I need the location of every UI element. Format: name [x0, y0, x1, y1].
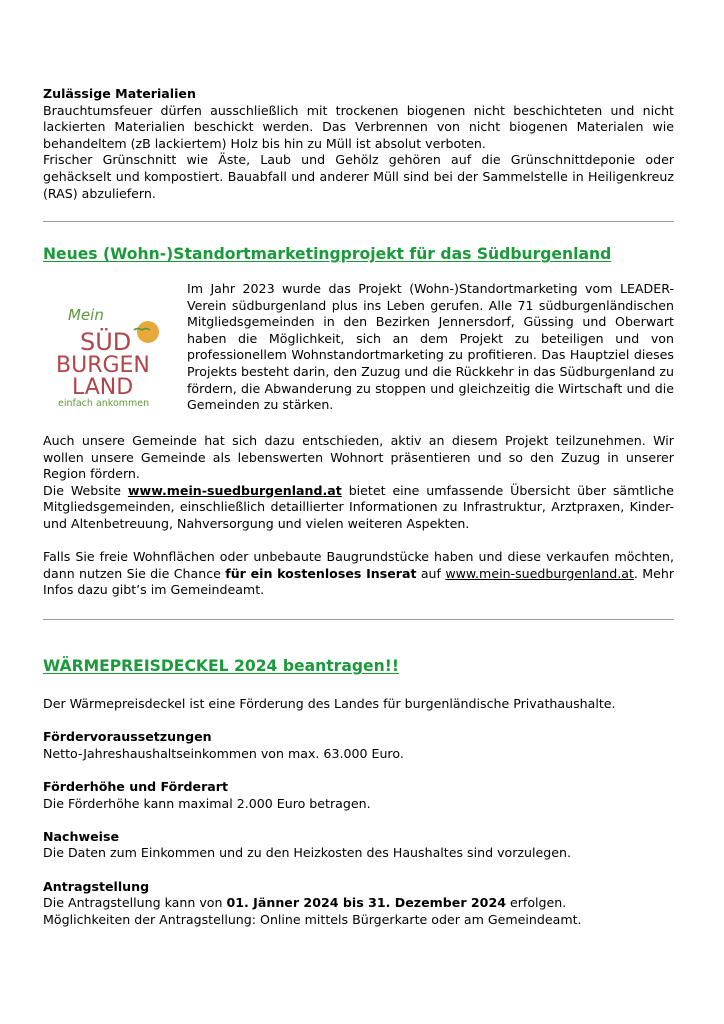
- divider-2: [43, 619, 674, 620]
- logo-sun-icon: [137, 321, 159, 343]
- mein-suedburgenland-logo: [50, 300, 168, 408]
- p4-pre: Falls Sie freie Wohnflächen oder unbebaute Baugrundstücke haben und diese verkaufen möchten, dann nutzen Sie die Chance: [43, 549, 674, 581]
- logo-sued: SÜD: [80, 328, 132, 356]
- materials-paragraph-1: Brauchtumsfeuer dürfen ausschließlich mit trockenen biogenen nicht beschichteten und nicht lackierten Materialien beschickt werden. Das Verbrennen von nicht biogenen Materialen wie behandeltem (zB lackiertem) Holz bis hin zu Müll ist absolut verboten.: [43, 102, 674, 151]
- logo-mein: Mein: [68, 306, 104, 324]
- p4-bold: für ein kostenloses Inserat: [225, 565, 417, 581]
- p4-mid: auf: [416, 565, 446, 581]
- heat-s2-heading: Förderhöhe und Förderart: [43, 778, 229, 794]
- marketing-body: [43, 433, 674, 599]
- marketing-intro: Im Jahr 2023 wurde das Projekt (Wohn-)Standortmarketing vom LEADER-Verein südburgenland plus ins Leben gerufen. Alle 71 südburgenländischen Mitgliedsgemeinden in den Bezirken Jennersdorf, Güssing und Oberwart haben die Möglichkeit, sich an dem Projekt zu beteiligen und von professionellem Wohnstandortmarketing zu profitieren. Das Hauptziel dieses Projekts besteht darin, den Zuzug und die Rückkehr in das Südburgenland zu fördern, die Abwanderung zu stoppen und gleichzeitig die Wirtschaft und die Gemeinden zu stärken.: [187, 281, 674, 413]
- heat-s1-heading: Fördervoraussetzungen: [43, 729, 212, 745]
- marketing-paragraph-2: Auch unsere Gemeinde hat sich dazu entschieden, aktiv an diesem Projekt teilzunehmen. Wir wollen unsere Gemeinde als lebenswerten Wohnort präsentieren und so den Zuzug in unserer Region fördern.: [43, 433, 674, 482]
- p4-post: . Mehr Infos dazu gibt’s im Gemeindeamt.: [43, 565, 675, 598]
- heat-s4-text: [43, 895, 674, 912]
- heat-s3-text: Die Daten zum Einkommen und zu den Heizkosten des Haushaltes sind vorzulegen.: [43, 845, 571, 861]
- materials-heading: Zulässige Materialien: [43, 86, 196, 101]
- heat-s4-heading: Antragstellung: [43, 878, 150, 894]
- website-link[interactable]: www.mein-suedburgenland.at: [127, 482, 342, 498]
- logo-burgen: BURGEN: [56, 353, 150, 378]
- marketing-intro-block: [187, 281, 674, 414]
- heat-s1-text: Netto-Jahreshaushaltseinkommen von max. 63.000 Euro.: [43, 745, 404, 761]
- heat-s2-text: Die Förderhöhe kann maximal 2.000 Euro betragen.: [43, 795, 371, 811]
- heat-title: WÄRMEPREISDECKEL 2024 beantragen!!: [43, 657, 399, 675]
- s4-pre: Die Antragstellung kann von: [43, 895, 227, 911]
- p3-pre: Die Website: [43, 482, 128, 498]
- marketing-title: Neues (Wohn-)Standortmarketingprojekt für das Südburgenland: [43, 245, 612, 263]
- heat-s4-line2: Möglichkeiten der Antragstellung: Online mittels Bürgerkarte oder am Gemeindeamt.: [43, 911, 582, 927]
- materials-paragraph-2: Frischer Grünschnitt wie Äste, Laub und Gehölz gehören auf die Grünschnittdeponie oder gehäckselt und kompostiert. Bauabfall und anderer Müll sind bei der Sammelstelle in Heiligenkreuz (RAS) abzuliefern.: [43, 152, 674, 201]
- heat-s3-heading: Nachweise: [43, 828, 119, 844]
- website-link-2[interactable]: www.mein-suedburgenland.at: [445, 565, 634, 581]
- s4-bold: 01. Jänner 2024 bis 31. Dezember 2024: [226, 895, 506, 911]
- p3-post: bietet eine umfassende Übersicht über sämtliche Mitgliedsgemeinden, einschließlich detaillierter Informationen zu Infrastruktur, Arztpraxen, Kinder- und Altenbetreuung, Nahversorgung und vielen weiteren Aspekten.: [43, 482, 675, 531]
- marketing-paragraph-4: [43, 549, 674, 599]
- s4-post: erfolgen.: [505, 895, 567, 911]
- marketing-paragraph-3: [43, 483, 674, 533]
- heat-section: [43, 696, 674, 928]
- logo-tagline: einfach ankommen: [58, 398, 150, 408]
- logo-land: LAND: [72, 375, 134, 400]
- divider-1: [43, 221, 674, 222]
- materials-section: [43, 86, 674, 202]
- heat-intro: Der Wärmepreisdeckel ist eine Förderung des Landes für burgenländische Privathaushalte.: [43, 696, 616, 711]
